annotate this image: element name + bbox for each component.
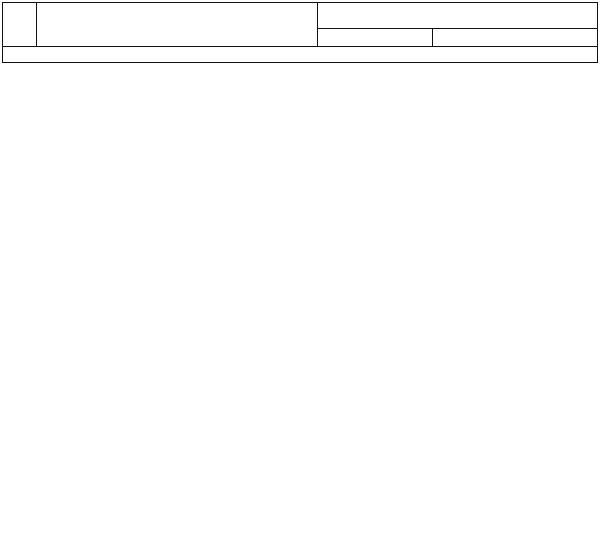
operations-table [2,2,598,63]
header-operation [37,3,318,47]
header-debit [318,29,433,47]
header-accounts [318,3,598,29]
header-num [3,3,37,47]
section-label [3,47,598,63]
header-credit [433,29,598,47]
